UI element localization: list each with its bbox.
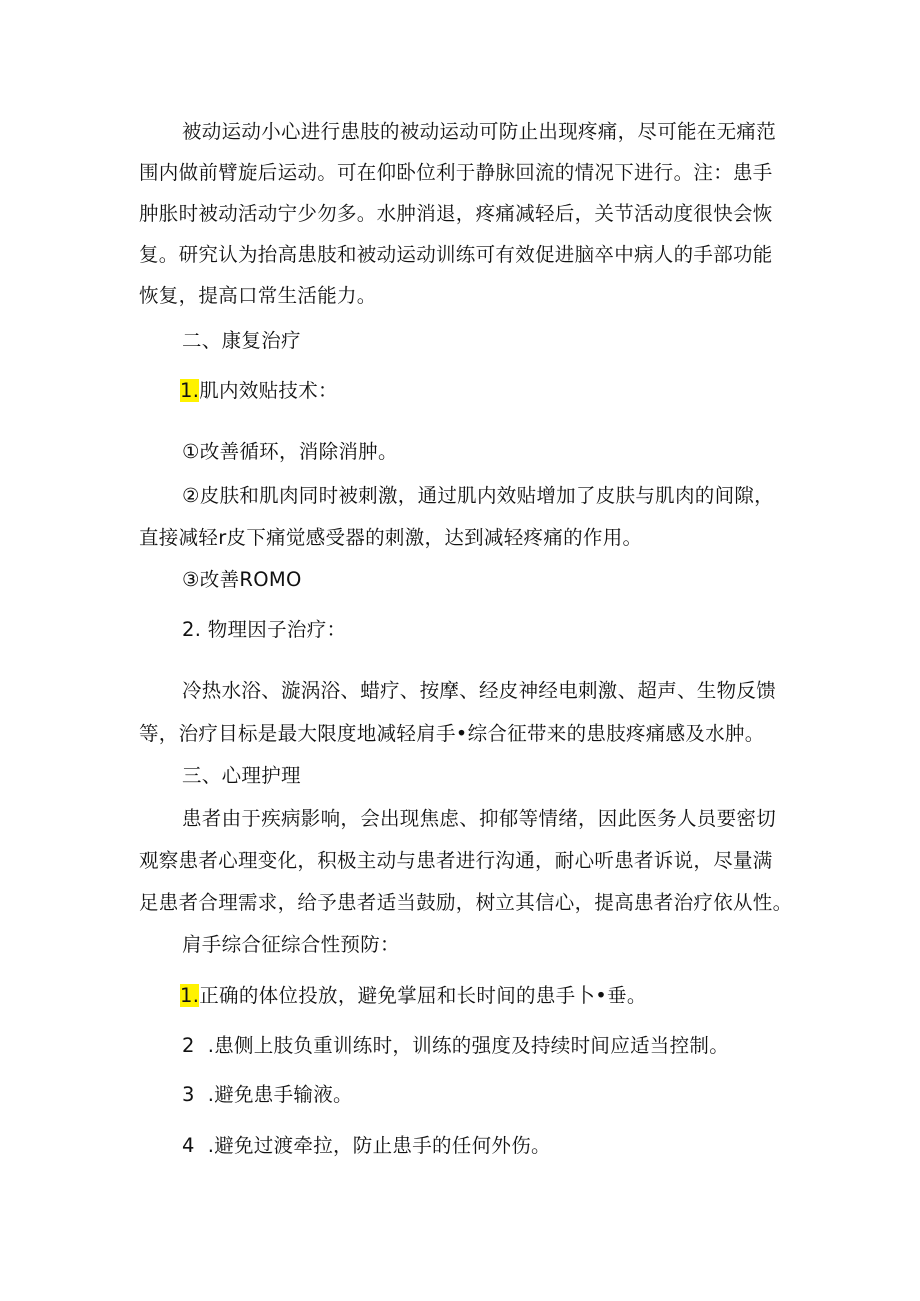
prevention-heading: 肩手综合征综合性预防：	[182, 933, 400, 956]
section-heading-psych: 三、心理护理	[182, 764, 301, 787]
psych-text-line-1: 患者由于疾病影响，会出现焦虑、抑郁等情绪，因此医务人员要密切	[182, 807, 777, 830]
list-number-highlighted: 1.	[180, 379, 200, 402]
list-number-highlighted: 1.	[180, 984, 200, 1007]
prevention-item-4: 4 .避免过渡牵拉，防止患手的任何外伤。	[182, 1134, 551, 1157]
paragraph-passive-line-5: 恢复，提高口常生活能力。	[139, 284, 377, 307]
paragraph-passive-line-3: 肿胀时被动活动宁少勿多。水肿消退，疼痛减轻后，关节活动度很快会恢	[139, 202, 773, 225]
list-item-text: 肌内效贴技术：	[199, 379, 338, 402]
paragraph-passive-line-4: 复。研究认为抬高患肢和被动运动训练可有效促进脑卒中病人的手部功能	[139, 243, 773, 266]
list-item-taping	[180, 377, 338, 405]
taping-point-3: ③改善ROMO	[182, 568, 302, 591]
prevention-item-3: 3 .避免患手输液。	[182, 1083, 353, 1106]
list-item-text: 正确的体位投放，避免掌屈和长时间的患手卜•垂。	[199, 984, 647, 1007]
taping-point-2-line-1: ②皮肤和肌肉同时被刺激，通过肌内效贴增加了皮肤与肌肉的间隙，	[182, 484, 774, 507]
taping-point-1: ①改善循环，消除消肿。	[182, 440, 398, 463]
physical-text-line-2: 等，治疗目标是最大限度地减轻肩手•综合征带来的患肢疼痛感及水肿。	[139, 722, 765, 745]
taping-point-2-line-2: 直接减轻r皮下痛觉感受器的刺激，达到减轻疼痛的作用。	[139, 526, 643, 549]
physical-text-line-1: 冷热水浴、漩涡浴、蜡疗、按摩、经皮神经电刺激、超声、生物反馈	[182, 679, 777, 702]
list-item-physical: 2. 物理因子治疗：	[182, 618, 347, 641]
section-heading-rehab: 二、康复治疗	[182, 329, 301, 352]
prevention-item-1	[180, 982, 647, 1010]
paragraph-passive-line-1: 被动运动小心进行患肢的被动运动可防止出现疼痛，尽可能在无痛范	[182, 120, 777, 143]
psych-text-line-2: 观察患者心理变化，积极主动与患者进行沟通，耐心听患者诉说，尽量满	[139, 849, 773, 872]
psych-text-line-3: 足患者合理需求，给予患者适当鼓励，树立其信心，提高患者治疗依从性。	[139, 891, 793, 914]
prevention-item-2: 2 .患侧上肢负重训练时，训练的强度及持续时间应适当控制。	[182, 1034, 730, 1057]
paragraph-passive-line-2: 围内做前臂旋后运动。可在仰卧位利于静脉回流的情况下进行。注：患手	[139, 161, 773, 184]
